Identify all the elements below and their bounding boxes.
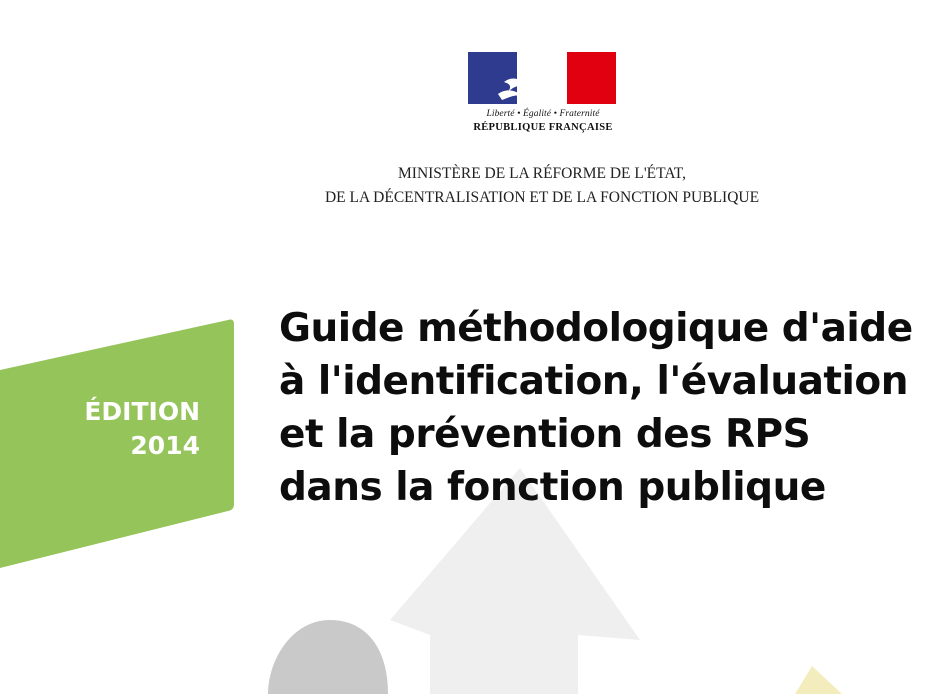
edition-year: 2014 [130,431,200,460]
title-line-4: dans la fonction publique [279,465,826,510]
ministry-name [240,162,844,210]
republic-motto: Liberté • Égalité • Fraternité [486,109,600,119]
title-line-1: Guide méthodologique d'aide [279,306,913,351]
title-line-3: et la prévention des RPS [279,412,811,457]
marianne-profile-icon [468,52,616,104]
title-line-2: à l'identification, l'évaluation [279,359,908,404]
ministry-line-1: MINISTÈRE DE LA RÉFORME DE L'ÉTAT, [398,165,686,182]
edition-label [84,395,200,463]
document-title [279,302,929,514]
republique-francaise-label: RÉPUBLIQUE FRANÇAISE [473,122,613,133]
person-head-silhouette [268,620,388,694]
republique-francaise-logo [468,52,618,133]
yellow-arrow [795,666,842,694]
ministry-line-2: DE LA DÉCENTRALISATION ET DE LA FONCTION PUBLIQUE [324,189,760,206]
edition-word: ÉDITION [84,397,200,426]
